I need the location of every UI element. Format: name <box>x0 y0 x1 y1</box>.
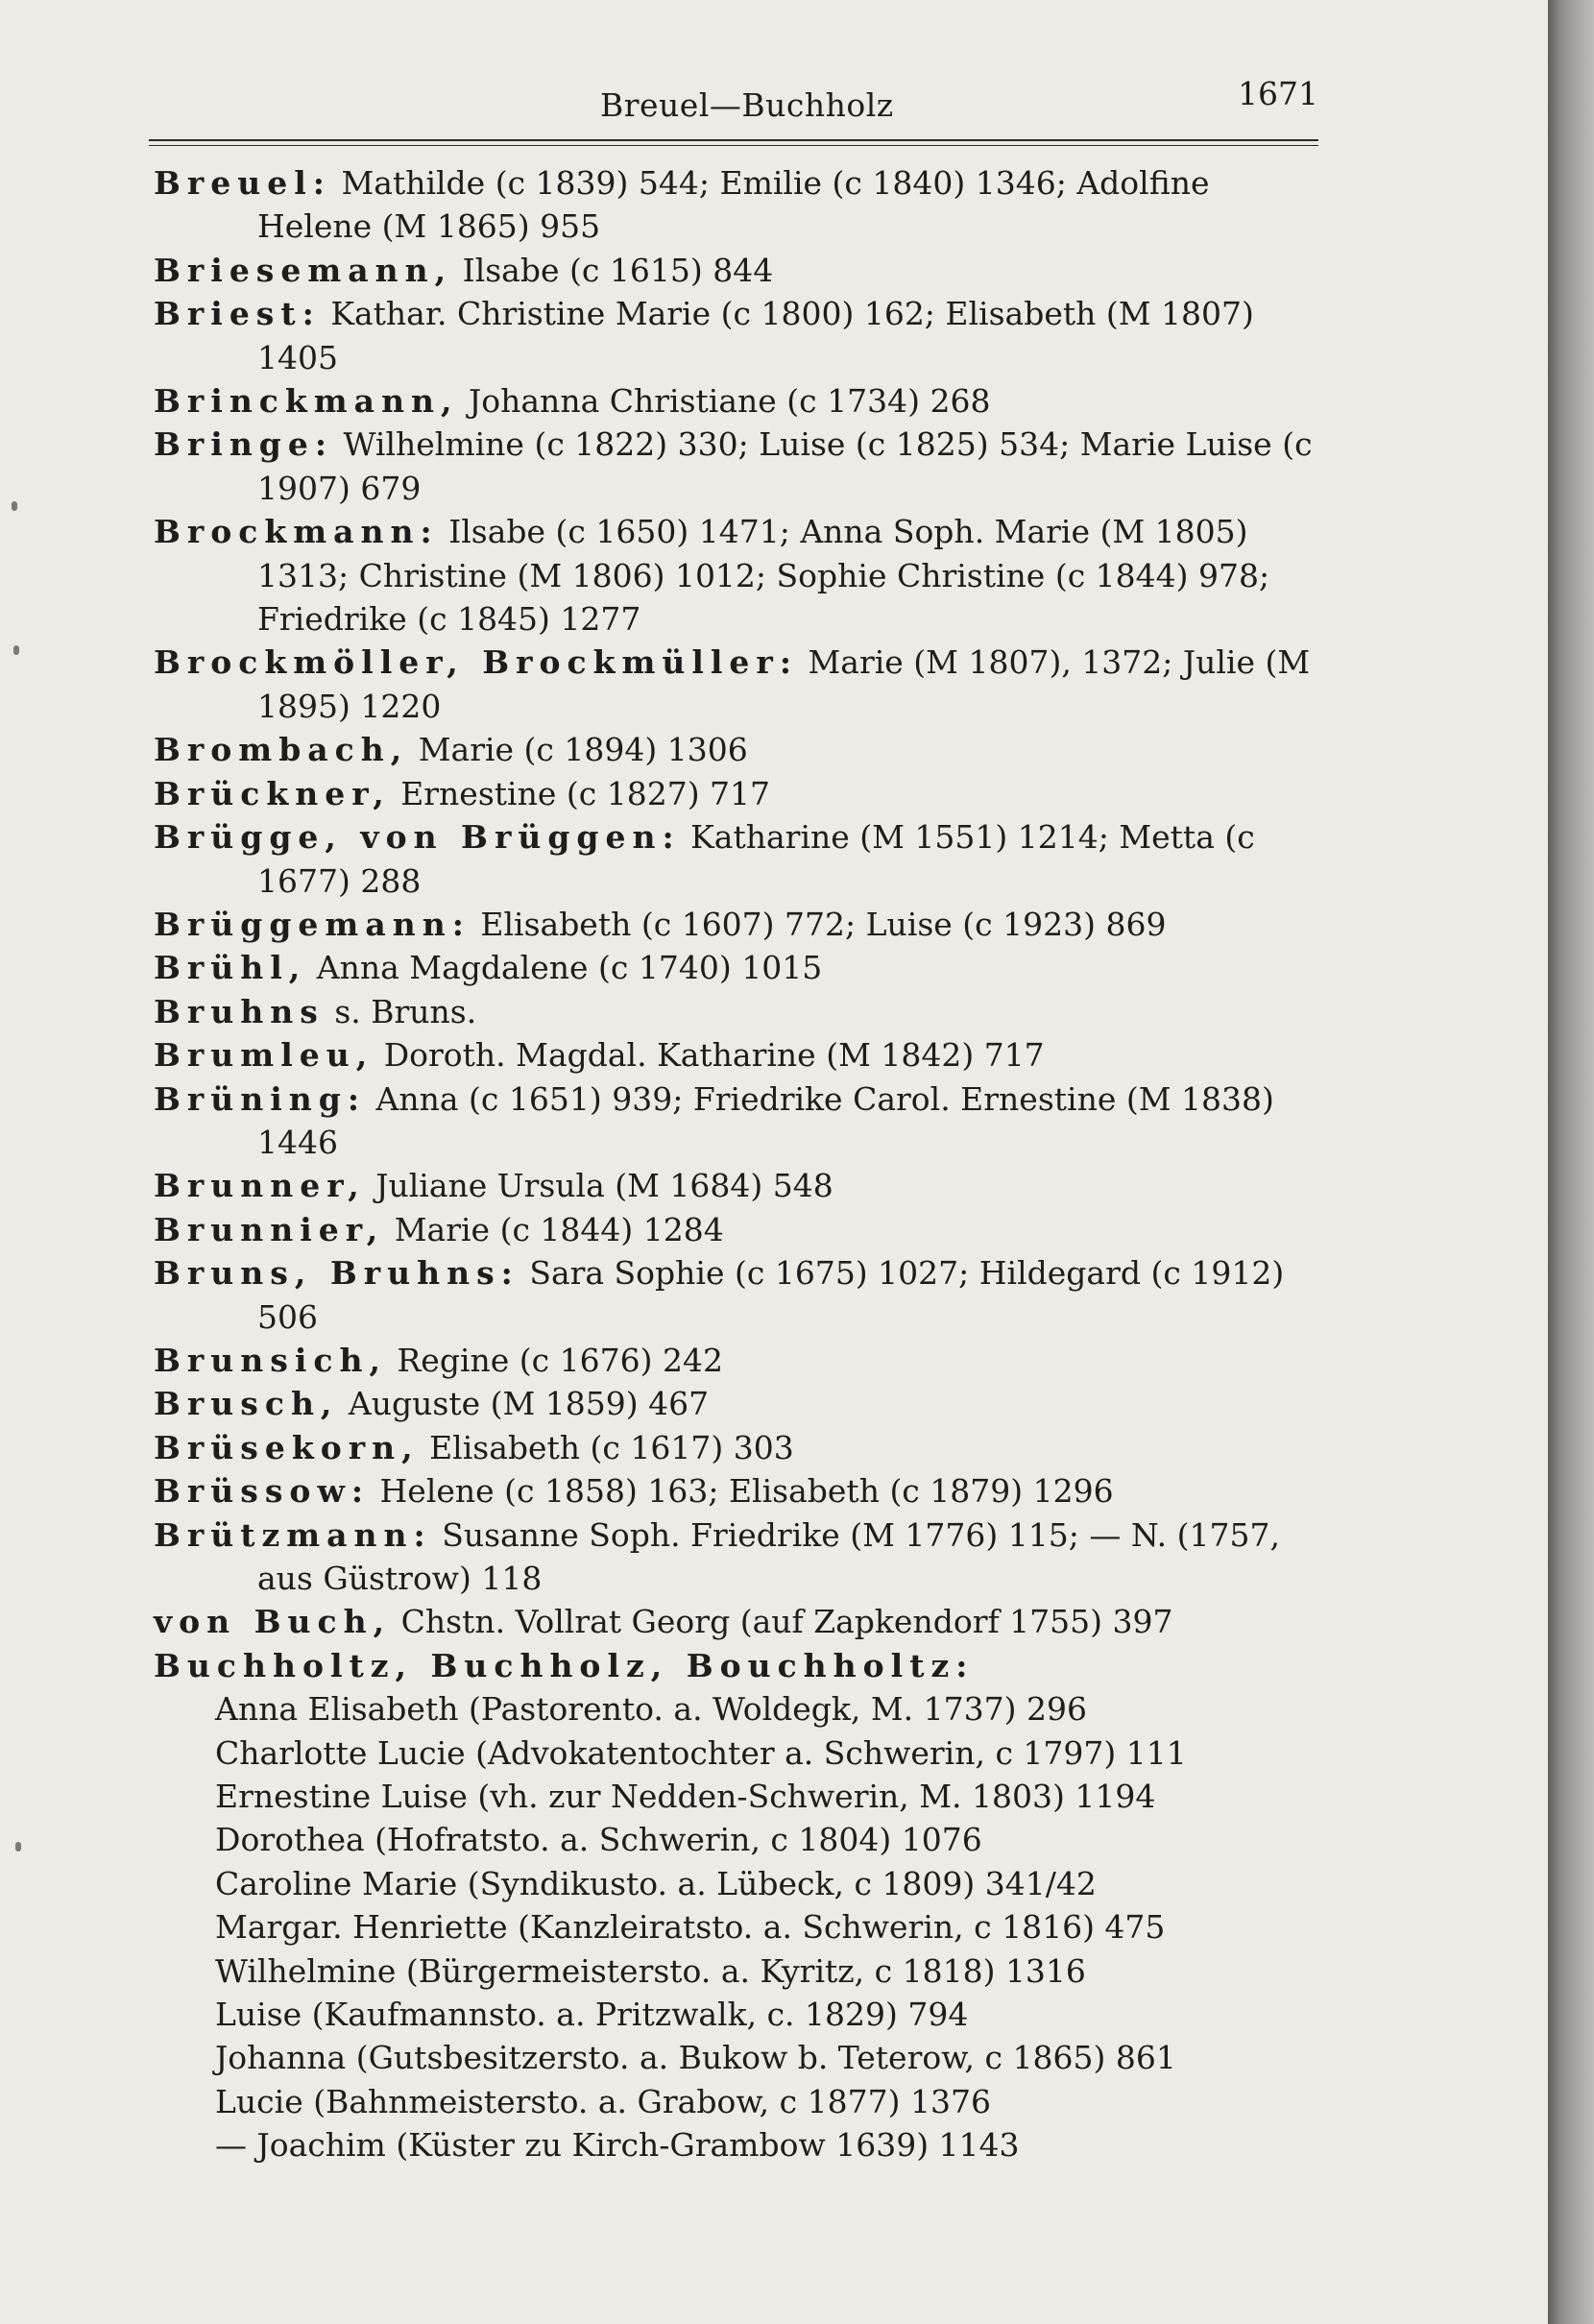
sub-entry: Anna Elisabeth (Pastorento. a. Woldegk, M. 1737) 296 <box>215 1690 1087 1729</box>
entry-text: Sara Sophie (c 1675) 1027; Hildegard (c 1912) 506 <box>257 1254 1285 1336</box>
entry-surname: Brüning: <box>154 1079 367 1118</box>
running-head: Breuel—Buchholz <box>600 86 894 124</box>
sub-entry: Ernestine Luise (vh. zur Nedden-Schwerin, M. 1803) 1194 <box>215 1778 1156 1816</box>
register-entry <box>154 1469 1330 1513</box>
entry-surname: Brinckmann, <box>154 382 459 421</box>
register-entry <box>154 772 1330 815</box>
entry-surname: Breuel: <box>154 164 331 202</box>
entry-text: Kathar. Christine Marie (c 1800) 162; Elisabeth (M 1807) 1405 <box>257 295 1254 376</box>
entry-surname: von Buch, <box>154 1603 392 1641</box>
register-entry <box>154 379 1330 423</box>
entry-surname: Brunnier, <box>154 1210 385 1248</box>
entry-surname: Briesemann, <box>154 251 453 289</box>
register-entry <box>154 946 1330 989</box>
register-entry <box>154 1600 1330 1643</box>
entry-text: Marie (M 1807), 1372; Julie (M 1895) 1220 <box>257 643 1311 725</box>
register-entry <box>154 990 1330 1033</box>
register-entry <box>154 903 1330 946</box>
entry-text: Elisabeth (c 1617) 303 <box>419 1428 794 1466</box>
entry-surname: Brockmann: <box>154 513 439 551</box>
entry-surname: Brügge, von Brüggen: <box>154 818 681 857</box>
sub-entry: Luise (Kaufmannsto. a. Pritzwalk, c. 1829) 794 <box>215 1996 969 2034</box>
entry-text: Doroth. Magdal. Katharine (M 1842) 717 <box>374 1036 1045 1075</box>
register-entry <box>154 815 1330 903</box>
entry-text: Marie (c 1844) 1284 <box>384 1210 724 1248</box>
scan-speck <box>13 645 19 655</box>
entry-surname: Brunsich, <box>154 1341 387 1379</box>
register-entry <box>154 1033 1330 1077</box>
entry-surname: Brühl, <box>154 949 307 987</box>
entry-surname: Bringe: <box>154 425 334 464</box>
entry-surname: Brombach, <box>154 731 409 769</box>
scan-speck <box>15 1842 21 1852</box>
register-entry <box>154 1164 1330 1207</box>
entry-text: Ernestine (c 1827) 717 <box>390 774 771 812</box>
entry-surname: Brumleu, <box>154 1036 374 1075</box>
page-gutter-shadow <box>1548 0 1594 2324</box>
register-entry <box>154 249 1330 292</box>
entry-surname: Bruns, Bruhns: <box>154 1254 519 1293</box>
entry-surname: Brüsekorn, <box>154 1428 420 1466</box>
entry-text: Auguste (M 1859) 467 <box>338 1385 710 1423</box>
entry-text: Wilhelmine (c 1822) 330; Luise (c 1825) 534; Marie Luise (c 1907) 679 <box>257 425 1313 507</box>
entry-surname: Brützmann: <box>154 1515 432 1554</box>
entry-text: Juliane Ursula (M 1684) 548 <box>365 1167 833 1205</box>
entry-surname: Brüssow: <box>154 1472 371 1511</box>
register-entry <box>154 1382 1330 1425</box>
entry-text: Ilsabe (c 1615) 844 <box>452 251 774 289</box>
entry-text: Anna Magdalene (c 1740) 1015 <box>306 949 823 987</box>
register-entry <box>154 1208 1330 1251</box>
entry-text: Johanna Christiane (c 1734) 268 <box>458 382 991 421</box>
entry-text: Chstn. Vollrat Georg (auf Zapkendorf 1755) 397 <box>391 1603 1173 1641</box>
register-entry <box>154 423 1330 510</box>
entry-surname: Brunner, <box>154 1167 366 1205</box>
sub-entry: Lucie (Bahnmeistersto. a. Grabow, c 1877) 1376 <box>215 2082 991 2120</box>
sub-entry: Charlotte Lucie (Advokatentochter a. Schwerin, c 1797) 111 <box>215 1733 1187 1772</box>
scan-speck <box>12 501 17 511</box>
register-entry <box>154 161 1330 249</box>
sub-entry: Wilhelmine (Bürgermeistersto. a. Kyritz, c 1818) 1316 <box>215 1951 1086 1990</box>
entry-surname: Brockmöller, Brockmüller: <box>154 643 798 682</box>
register-entry <box>154 728 1330 771</box>
entry-text: Susanne Soph. Friedrike (M 1776) 115; — N. (1757, aus Güstrow) 118 <box>257 1515 1280 1597</box>
register-entry <box>154 1077 1330 1165</box>
register-entry <box>154 1339 1330 1382</box>
page-number: 1671 <box>1238 75 1318 112</box>
entry-surname: Bruhns <box>154 992 325 1030</box>
entry-text: Anna (c 1651) 939; Friedrike Carol. Ernestine (M 1838) 1446 <box>257 1079 1274 1161</box>
sub-entry: — Joachim (Küster zu Kirch-Grambow 1639) 1143 <box>215 2126 1020 2165</box>
entry-text: Regine (c 1676) 242 <box>386 1341 723 1379</box>
entry-text: Mathilde (c 1839) 544; Emilie (c 1840) 1346; Adolfine Helene (M 1865) 955 <box>257 164 1210 246</box>
header-rule-thin <box>149 145 1318 146</box>
entry-text: Elisabeth (c 1607) 772; Luise (c 1923) 869 <box>470 905 1167 943</box>
register-entry <box>154 641 1330 728</box>
register-entries <box>154 161 1330 2167</box>
sub-entry: Caroline Marie (Syndikusto. a. Lübeck, c 1809) 341/42 <box>215 1864 1097 1902</box>
sub-entry: Dorothea (Hofratsto. a. Schwerin, c 1804) 1076 <box>215 1821 982 1859</box>
register-entry <box>154 1513 1330 1601</box>
entry-text: s. Bruns. <box>324 992 477 1030</box>
entry-surname: Buchholtz, Buchholz, Bouchholtz: <box>154 1646 975 1684</box>
entry-text: Ilsabe (c 1650) 1471; Anna Soph. Marie (M 1805) 1313; Christine (M 1806) 1012; Sophie Christine (c 1844) 978; Friedrike (c 1845) 1277 <box>257 513 1270 639</box>
entry-text: Marie (c 1894) 1306 <box>408 731 748 769</box>
sub-entry: Johanna (Gutsbesitzersto. a. Bukow b. Teterow, c 1865) 861 <box>215 2039 1176 2077</box>
register-entry <box>154 1426 1330 1469</box>
register-entry <box>154 292 1330 379</box>
header-rule <box>149 139 1318 141</box>
entry-surname: Brückner, <box>154 774 391 812</box>
register-entry <box>154 510 1330 641</box>
entry-surname: Brusch, <box>154 1385 339 1423</box>
entry-text: Katharine (M 1551) 1214; Metta (c 1677) 288 <box>257 818 1255 900</box>
register-entry <box>154 1251 1330 1339</box>
entry-surname: Brüggemann: <box>154 905 471 943</box>
sub-entry: Margar. Henriette (Kanzleiratsto. a. Schwerin, c 1816) 475 <box>215 1908 1166 1947</box>
register-entry <box>154 1644 1330 1687</box>
page-header <box>149 67 1318 125</box>
entry-text: Helene (c 1858) 163; Elisabeth (c 1879) 1296 <box>370 1472 1114 1511</box>
entry-surname: Briest: <box>154 295 321 333</box>
